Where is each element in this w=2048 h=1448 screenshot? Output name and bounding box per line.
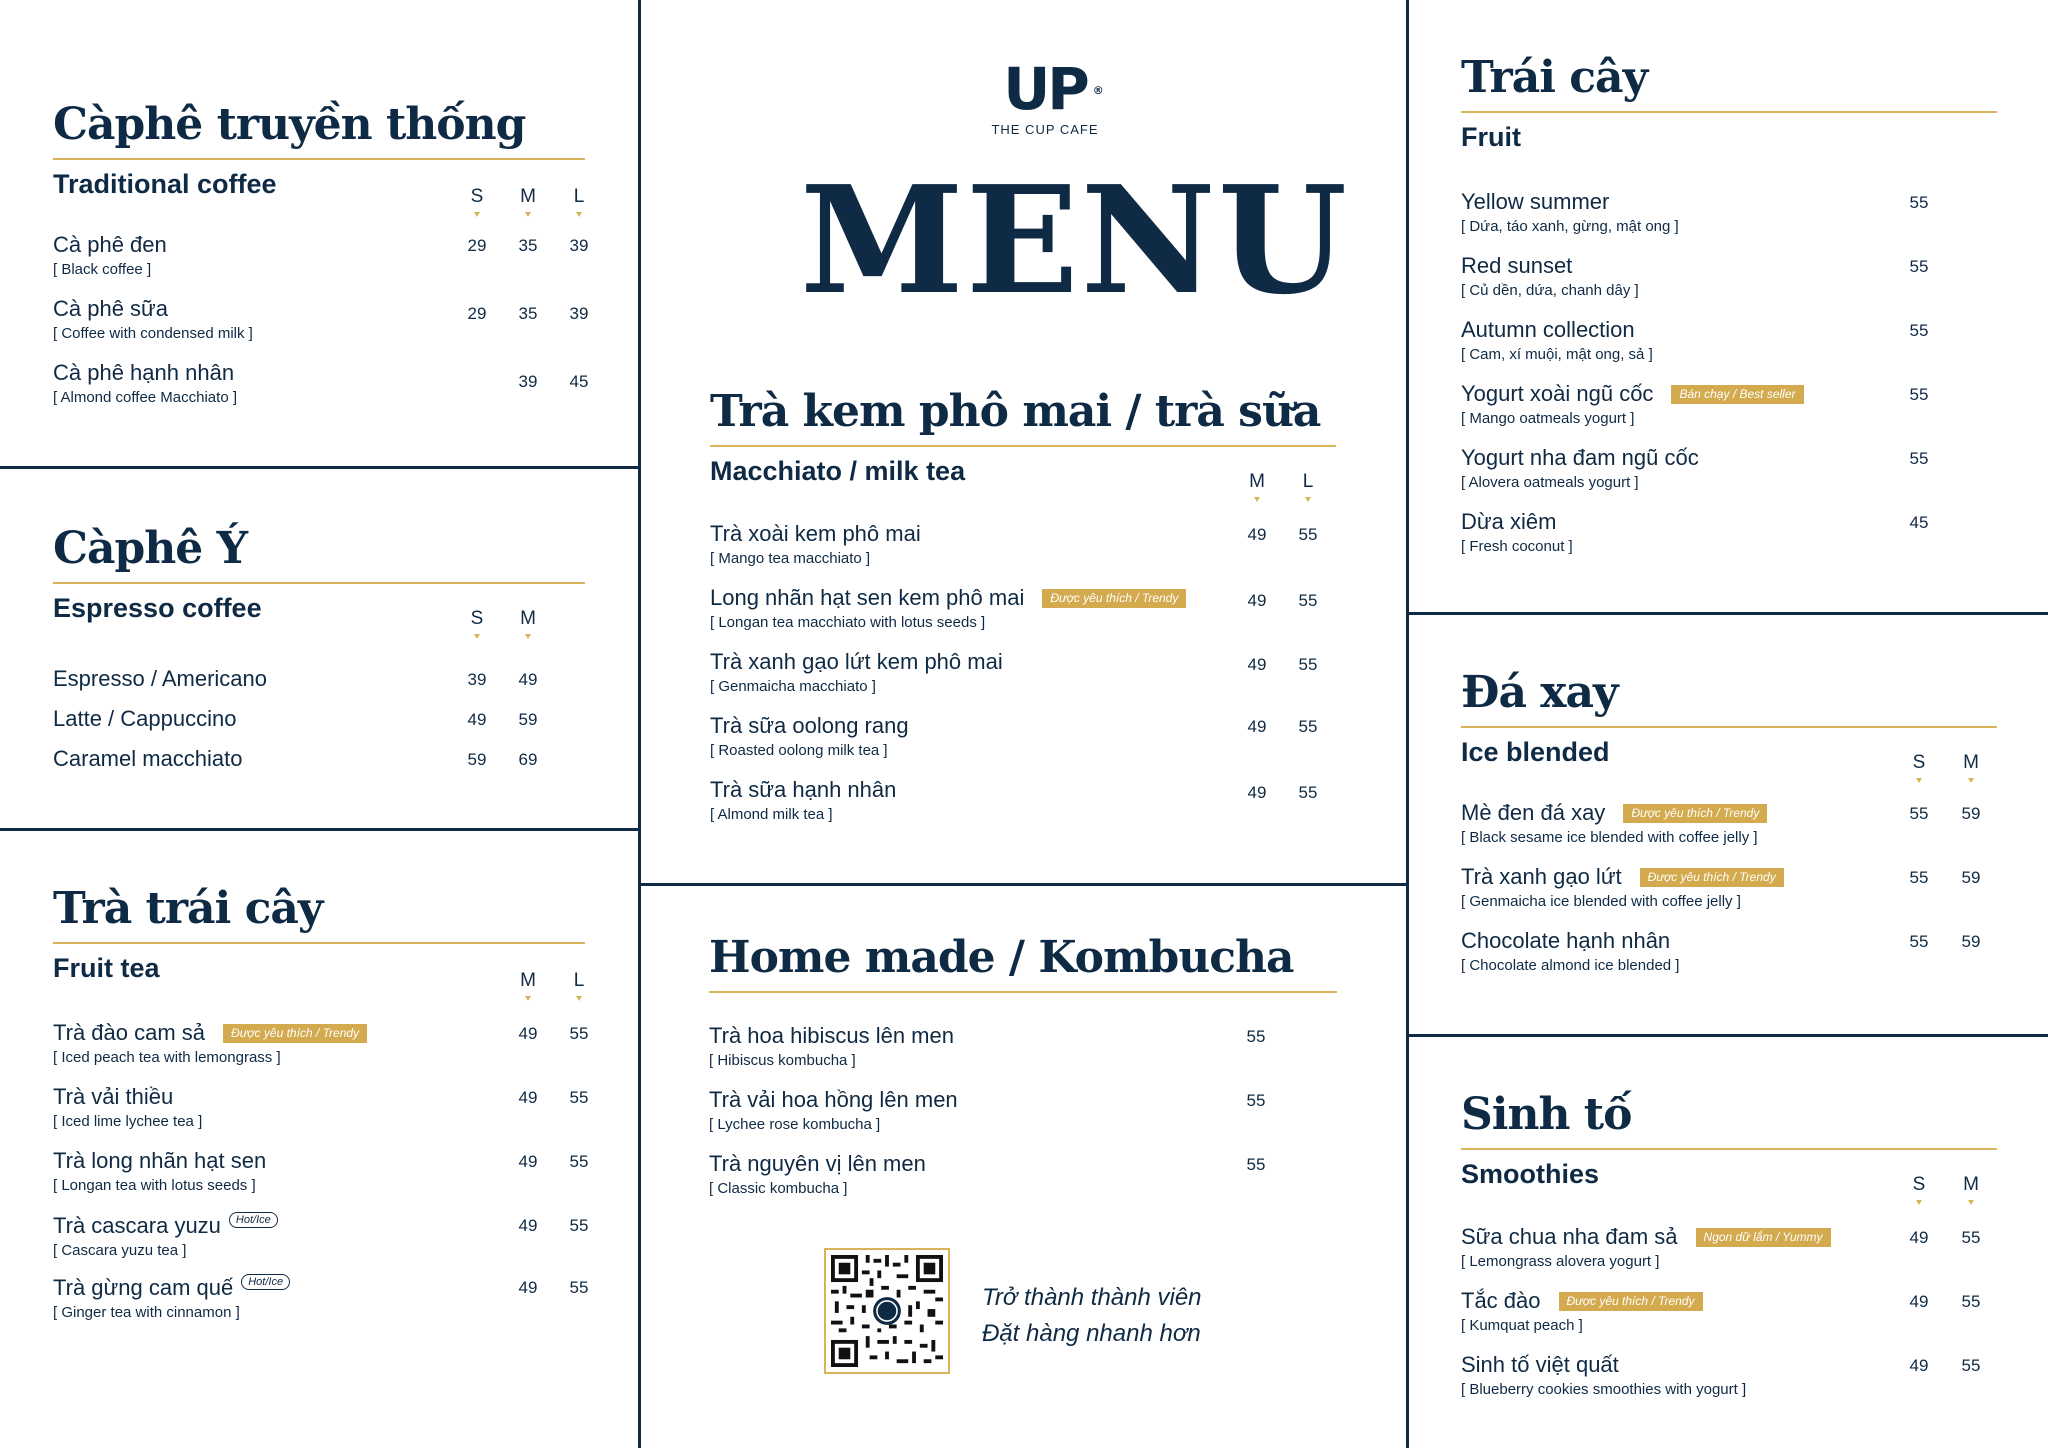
macchiato-milk-tea-section [710, 387, 1336, 827]
size-label: M [1951, 1174, 1991, 1196]
section-divider [640, 883, 1408, 886]
menu-item[interactable] [1461, 928, 1997, 988]
item-name: Latte / Cappuccino [53, 706, 237, 731]
section-title-en: Smoothies [1461, 1159, 1600, 1189]
menu-item[interactable] [709, 1087, 1337, 1147]
item-name: Caramel macchiato [53, 746, 243, 771]
item-desc: [ Mango oatmeals yogurt ] [1461, 410, 1635, 427]
size-label: S [1899, 752, 1939, 774]
menu-item[interactable] [53, 1084, 589, 1144]
menu-item[interactable] [1461, 509, 1997, 569]
size-label: S [457, 186, 497, 208]
title-rule [1461, 726, 1997, 728]
item-price: 45 [569, 372, 589, 391]
trendy-badge: Được yêu thích / Trendy [1623, 804, 1767, 823]
membership-promo [982, 1280, 1202, 1352]
item-price: 59 [467, 750, 487, 769]
menu-item[interactable] [710, 713, 1336, 773]
trendy-badge: Được yêu thích / Trendy [1640, 868, 1784, 887]
section-title-vn: Trái cây [1461, 52, 1648, 103]
menu-item[interactable] [53, 706, 585, 742]
item-price: 59 [1961, 868, 1981, 887]
item-price: 55 [1909, 193, 1929, 212]
item-desc: [ Longan tea macchiato with lotus seeds ] [710, 614, 986, 631]
item-name: Yogurt nha đam ngũ cốc [1461, 445, 1699, 470]
item-price: 55 [1961, 1228, 1981, 1247]
item-price: 49 [1247, 655, 1267, 674]
trendy-badge: Được yêu thích / Trendy [1042, 589, 1186, 608]
section-title-vn: Sinh tố [1461, 1089, 1632, 1140]
qr-code-icon [831, 1255, 943, 1367]
item-name: Trà long nhãn hạt sen [53, 1148, 267, 1173]
espresso-coffee-section [53, 524, 585, 794]
item-desc: [ Hibiscus kombucha ] [709, 1052, 856, 1069]
yummy-badge: Ngon dữ lắm / Yummy [1696, 1228, 1831, 1247]
item-price: 55 [1909, 257, 1929, 276]
title-rule [53, 942, 585, 944]
item-name [53, 1274, 585, 1301]
item-price: 49 [1247, 783, 1267, 802]
item-price: 49 [1909, 1292, 1929, 1311]
item-desc: [ Black sesame ice blended with coffee jelly ] [1461, 829, 1758, 846]
menu-item[interactable] [1461, 864, 1997, 924]
item-price: 55 [1909, 321, 1929, 340]
item-name-text: Trà cascara yuzu [53, 1213, 221, 1238]
size-label: M [508, 186, 548, 208]
title-rule [53, 582, 585, 584]
size-label: S [1899, 1174, 1939, 1196]
item-name: Yellow summer [1461, 189, 1610, 214]
item-desc: [ Cascara yuzu tea ] [53, 1242, 187, 1259]
item-desc: [ Củ dền, dứa, chanh dây ] [1461, 282, 1639, 299]
item-price: 49 [1909, 1356, 1929, 1375]
item-price: 29 [467, 304, 487, 323]
item-price: 59 [1961, 804, 1981, 823]
item-name [53, 1212, 585, 1239]
item-price: 55 [1909, 449, 1929, 468]
item-desc: [ Kumquat peach ] [1461, 1317, 1583, 1334]
item-name: Cà phê hạnh nhân [53, 360, 235, 385]
logo-text: UP [1003, 55, 1087, 123]
item-price: 49 [1247, 717, 1267, 736]
menu-item[interactable] [710, 585, 1336, 645]
item-price: 55 [1961, 1292, 1981, 1311]
trendy-badge: Được yêu thích / Trendy [1559, 1292, 1703, 1311]
item-price: 55 [1298, 655, 1318, 674]
size-label: L [559, 970, 599, 992]
menu-item[interactable] [709, 1023, 1337, 1083]
item-price: 35 [518, 304, 538, 323]
title-rule [1461, 1148, 1997, 1150]
item-name: Trà vải hoa hồng lên men [709, 1087, 958, 1112]
menu-item[interactable] [53, 232, 589, 292]
smoothies-section [1461, 1090, 1997, 1410]
item-name-text: Sữa chua nha đam sả [1461, 1224, 1678, 1249]
menu-item[interactable] [710, 521, 1336, 581]
item-price: 55 [1246, 1155, 1266, 1174]
ice-blended-section [1461, 668, 1997, 988]
traditional-coffee-section [53, 99, 589, 430]
menu-item[interactable] [1461, 1224, 1997, 1284]
section-title-en: Espresso coffee [53, 593, 262, 623]
item-price: 49 [518, 1024, 538, 1043]
item-name: Trà xoài kem phô mai [710, 521, 921, 546]
item-desc: [ Iced peach tea with lemongrass ] [53, 1049, 281, 1066]
item-desc: [ Genmaicha macchiato ] [710, 678, 876, 695]
title-rule [1461, 111, 1997, 113]
item-name: Cà phê đen [53, 232, 167, 257]
item-price: 55 [1298, 591, 1318, 610]
item-desc: [ Ginger tea with cinnamon ] [53, 1304, 240, 1321]
item-desc: [ Black coffee ] [53, 261, 152, 278]
item-price: 69 [518, 750, 538, 769]
item-desc: [ Dứa, táo xanh, gừng, mật ong ] [1461, 218, 1679, 235]
size-label: M [1237, 471, 1277, 493]
section-divider [0, 828, 640, 831]
promo-line: Trở thành thành viên [982, 1284, 1202, 1311]
item-price: 55 [569, 1088, 589, 1107]
item-price: 55 [569, 1024, 589, 1043]
menu-item[interactable] [1461, 253, 1997, 313]
item-desc: [ Longan tea with lotus seeds ] [53, 1177, 256, 1194]
item-name: Sinh tố việt quất [1461, 1352, 1619, 1377]
item-price: 49 [1247, 525, 1267, 544]
menu-item[interactable] [53, 360, 589, 420]
item-price: 45 [1909, 513, 1929, 532]
menu-item[interactable] [53, 1020, 589, 1080]
promo-line: Đặt hàng nhanh hơn [982, 1320, 1201, 1347]
item-name-text: Trà đào cam sả [53, 1020, 206, 1045]
item-name: Chocolate hạnh nhân [1461, 928, 1671, 953]
menu-title: MENU [800, 153, 1349, 327]
item-price: 39 [569, 304, 589, 323]
menu-item[interactable] [1461, 1288, 1997, 1348]
section-title-vn: Càphê Ý [53, 523, 248, 574]
logo-mark [960, 55, 1130, 123]
item-name [53, 1020, 585, 1046]
item-price: 39 [569, 236, 589, 255]
item-price: 55 [1961, 1356, 1981, 1375]
item-price: 55 [1298, 717, 1318, 736]
column-divider-right [1406, 0, 1409, 1448]
item-price: 59 [518, 710, 538, 729]
item-price: 49 [518, 670, 538, 689]
registered-mark: ® [1092, 84, 1104, 97]
section-title-vn: Trà kem phô mai / trà sữa [710, 386, 1321, 437]
section-title-en: Traditional coffee [53, 169, 277, 199]
item-desc: [ Coffee with condensed milk ] [53, 325, 253, 342]
item-name-text: Trà gừng cam quế [53, 1275, 234, 1300]
column-divider-left [638, 0, 641, 1448]
menu-item[interactable] [709, 1151, 1337, 1211]
item-name: Trà hoa hibiscus lên men [709, 1023, 954, 1048]
brand-name: THE CUP CAFE [991, 122, 1099, 137]
section-title-vn: Trà trái cây [53, 883, 323, 934]
item-price: 29 [467, 236, 487, 255]
menu-item[interactable] [1461, 381, 1997, 441]
item-price: 49 [518, 1216, 538, 1235]
item-price: 39 [518, 372, 538, 391]
item-name: Cà phê sữa [53, 296, 169, 321]
section-title-en: Ice blended [1461, 737, 1610, 767]
item-price: 55 [1298, 525, 1318, 544]
item-name: Trà xanh gạo lứt kem phô mai [710, 649, 1003, 674]
menu-item[interactable] [710, 777, 1336, 837]
size-label: M [1951, 752, 1991, 774]
item-price: 49 [1909, 1228, 1929, 1247]
item-price: 49 [518, 1088, 538, 1107]
section-title-vn: Đá xay [1461, 667, 1618, 718]
kombucha-section [709, 933, 1337, 1213]
item-price: 55 [1298, 783, 1318, 802]
section-title-en: Macchiato / milk tea [710, 456, 966, 486]
item-name: Red sunset [1461, 253, 1573, 278]
title-rule [710, 445, 1336, 447]
section-title-vn: Càphê truyền thống [53, 99, 526, 150]
item-price: 49 [518, 1152, 538, 1171]
title-rule [709, 991, 1337, 993]
menu-item[interactable] [1461, 800, 1997, 860]
item-desc: [ Blueberry cookies smoothies with yogurt ] [1461, 1381, 1747, 1398]
item-price: 55 [1909, 868, 1929, 887]
item-desc: [ Lemongrass alovera yogurt ] [1461, 1253, 1660, 1270]
item-price: 39 [467, 670, 487, 689]
item-price: 35 [518, 236, 538, 255]
item-price: 59 [1961, 932, 1981, 951]
menu-item[interactable] [1461, 317, 1997, 377]
item-desc: [ Almond milk tea ] [710, 806, 833, 823]
item-desc: [ Iced lime lychee tea ] [53, 1113, 203, 1130]
item-name-text: Yogurt xoài ngũ cốc [1461, 381, 1654, 406]
menu-item[interactable] [53, 746, 585, 782]
item-desc: [ Mango tea macchiato ] [710, 550, 871, 567]
membership-qr-code[interactable] [824, 1248, 950, 1374]
item-price: 55 [1246, 1027, 1266, 1046]
hot-ice-badge: Hot/Ice [229, 1212, 278, 1228]
section-title-en: Fruit tea [53, 953, 160, 983]
menu-item[interactable] [53, 1212, 589, 1272]
item-desc: [ Genmaicha ice blended with coffee jelly ] [1461, 893, 1741, 910]
menu-item[interactable] [710, 649, 1336, 709]
item-name: Autumn collection [1461, 317, 1635, 342]
item-name-text: Tắc đào [1461, 1288, 1541, 1313]
menu-item[interactable] [53, 1274, 589, 1334]
item-desc: [ Alovera oatmeals yogurt ] [1461, 474, 1639, 491]
item-price: 55 [1909, 385, 1929, 404]
size-label: M [508, 970, 548, 992]
item-name-text: Mè đen đá xay [1461, 800, 1606, 825]
best-seller-badge: Bán chạy / Best seller [1671, 385, 1803, 404]
item-price: 49 [1247, 591, 1267, 610]
item-name: Trà vải thiều [53, 1084, 174, 1109]
menu-item[interactable] [1461, 445, 1997, 505]
item-desc: [ Fresh coconut ] [1461, 538, 1573, 555]
section-divider [1408, 612, 2048, 615]
item-price: 49 [467, 710, 487, 729]
item-price: 55 [569, 1216, 589, 1235]
trendy-badge: Được yêu thích / Trendy [223, 1024, 367, 1043]
menu-item[interactable] [53, 666, 585, 702]
item-price: 55 [569, 1278, 589, 1297]
item-price: 49 [518, 1278, 538, 1297]
size-label: S [457, 608, 497, 630]
item-price: 55 [1909, 804, 1929, 823]
item-desc: [ Lychee rose kombucha ] [709, 1116, 881, 1133]
brand-logo [960, 55, 1130, 137]
item-desc: [ Almond coffee Macchiato ] [53, 389, 237, 406]
item-price: 55 [569, 1152, 589, 1171]
section-title-vn: Home made / Kombucha [709, 932, 1294, 983]
item-name: Trà sữa hạnh nhân [710, 777, 897, 802]
size-label: L [1288, 471, 1328, 493]
menu-item[interactable] [1461, 189, 1997, 249]
item-name: Trà sữa oolong rang [710, 713, 909, 738]
menu-item[interactable] [53, 296, 589, 356]
item-desc: [ Classic kombucha ] [709, 1180, 848, 1197]
size-label: L [559, 186, 599, 208]
item-price: 55 [1246, 1091, 1266, 1110]
size-label: M [508, 608, 548, 630]
item-name-text: Trà xanh gạo lứt [1461, 864, 1622, 889]
item-name: Espresso / Americano [53, 666, 267, 691]
section-title-en: Fruit [1461, 122, 1521, 152]
item-price: 55 [1909, 932, 1929, 951]
item-desc: [ Chocolate almond ice blended ] [1461, 957, 1680, 974]
fruit-tea-section [53, 883, 589, 1324]
menu-item[interactable] [1461, 1352, 1997, 1412]
menu-item[interactable] [53, 1148, 589, 1208]
item-name: Dừa xiêm [1461, 509, 1557, 534]
section-divider [0, 466, 640, 469]
item-name: Trà nguyên vị lên men [709, 1151, 926, 1176]
fruit-section [1461, 53, 1997, 573]
section-divider [1408, 1034, 2048, 1037]
item-desc: [ Cam, xí muội, mật ong, sả ] [1461, 346, 1653, 363]
item-desc: [ Roasted oolong milk tea ] [710, 742, 888, 759]
title-rule [53, 158, 585, 160]
item-name-text: Long nhãn hạt sen kem phô mai [710, 585, 1025, 610]
hot-ice-badge: Hot/Ice [241, 1274, 290, 1290]
